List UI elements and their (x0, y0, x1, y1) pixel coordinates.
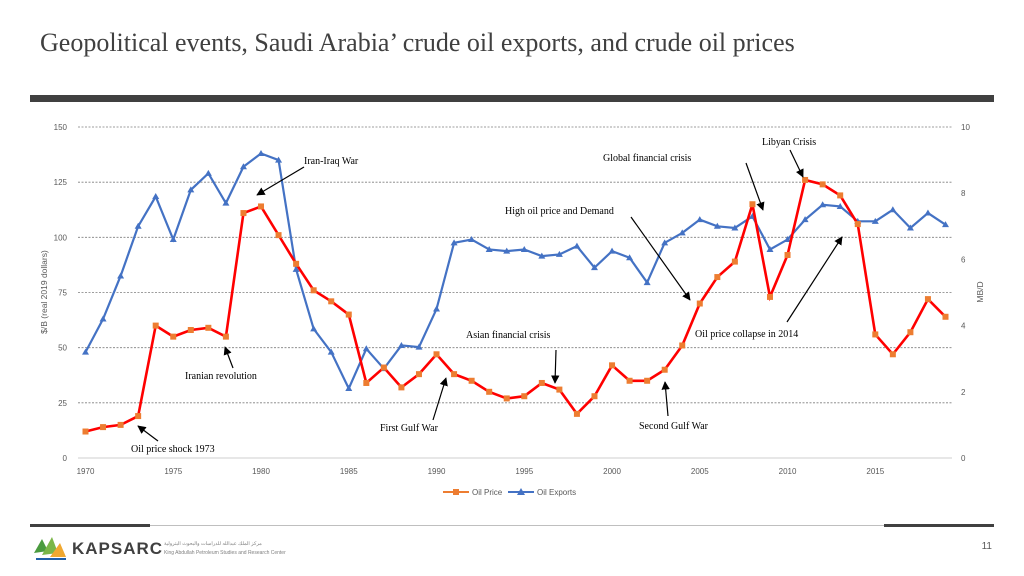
oil-price-point (539, 380, 545, 386)
slide-title: Geopolitical events, Saudi Arabia’ crude oil exports, and crude oil prices (40, 28, 795, 57)
y-tick-label: 100 (53, 233, 67, 243)
annotation-libyan-crisis: Libyan Crisis (762, 137, 817, 148)
oil-exports-point (433, 306, 440, 312)
oil-exports-point (310, 325, 317, 331)
x-tick-label: 1980 (252, 467, 270, 476)
oil-price-point (609, 362, 615, 368)
page-number: 11 (981, 541, 992, 552)
x-tick-label: 1990 (427, 467, 446, 476)
arrow-iranian-revolution (225, 347, 233, 368)
oil-exports-point (609, 248, 616, 254)
oil-price-point (170, 334, 176, 340)
annotation-oil-price-collapse-2014: Oil price collapse in 2014 (695, 329, 799, 340)
oil-price-point (556, 387, 562, 393)
oil-exports-point (696, 216, 703, 222)
annotation-global-financial-crisis: Global financial crisis (603, 153, 692, 164)
oil-price-point (486, 389, 492, 395)
y-tick-label: 50 (58, 343, 67, 353)
oil-exports-point (363, 345, 370, 351)
arrow-oil-price-collapse (787, 237, 842, 322)
oil-price-point (258, 203, 264, 209)
y-tick-label: 25 (58, 398, 67, 408)
arrow-first-gulf-war (433, 378, 446, 420)
legend-oil-exports: Oil Exports (537, 488, 577, 497)
oil-exports-point (152, 193, 159, 199)
oil-exports-line (86, 153, 946, 388)
oil-price-point (907, 329, 913, 335)
y2-tick-label: 4 (961, 321, 966, 331)
oil-price-point (925, 296, 931, 302)
oil-exports-point (117, 272, 124, 278)
oil-price-point (837, 192, 843, 198)
x-axis-ticks (77, 467, 885, 476)
legend-oil-price-marker (453, 489, 459, 495)
oil-price-point (188, 327, 194, 333)
annotation-first-gulf-war: First Gulf War (380, 423, 438, 434)
annotation-iran-iraq-war: Iran-Iraq War (304, 156, 359, 167)
oil-price-point (504, 395, 510, 401)
oil-price-point (223, 334, 229, 340)
oil-price-point (697, 301, 703, 307)
series-oil-exports (82, 150, 949, 391)
x-tick-label: 1995 (515, 467, 534, 476)
oil-price-point (890, 351, 896, 357)
oil-price-point (346, 312, 352, 318)
annotation-second-gulf-war: Second Gulf War (639, 421, 708, 432)
legend-oil-price: Oil Price (472, 488, 503, 497)
oil-price-point (574, 411, 580, 417)
oil-price-point (205, 325, 211, 331)
oil-price-point (521, 393, 527, 399)
kapsarc-logo-icon (32, 533, 68, 563)
oil-price-point (872, 331, 878, 337)
annotation-iranian-revolution: Iranian revolution (185, 371, 257, 382)
y-tick-label: 0 (62, 454, 67, 463)
arrow-second-gulf-war (665, 382, 668, 416)
y-tick-label: 75 (58, 288, 67, 298)
left-axis-ticks (54, 123, 68, 463)
oil-price-point (240, 210, 246, 216)
oil-price-point (732, 259, 738, 265)
y2-tick-label: 0 (961, 454, 966, 463)
oil-exports-point (889, 206, 896, 212)
oil-price-point (679, 342, 685, 348)
oil-price-point (662, 367, 668, 373)
y2-tick-label: 8 (961, 189, 966, 199)
oil-price-point (363, 380, 369, 386)
y2-tick-label: 2 (961, 387, 966, 397)
oil-price-point (451, 371, 457, 377)
annotation-asian-financial-crisis: Asian financial crisis (466, 330, 551, 341)
oil-price-point (118, 422, 124, 428)
arrow-oil-price-shock (138, 426, 158, 441)
oil-exports-point (573, 243, 580, 249)
x-tick-label: 2015 (866, 467, 885, 476)
oil-price-point (328, 298, 334, 304)
oil-exports-point (100, 315, 107, 321)
oil-price-line (86, 180, 946, 432)
y2-tick-label: 10 (961, 123, 970, 132)
oil-price-point (83, 429, 89, 435)
oil-price-point (749, 201, 755, 207)
oil-price-point (714, 274, 720, 280)
x-tick-label: 1975 (164, 467, 183, 476)
arrow-asian-financial-crisis (555, 350, 556, 383)
oil-price-point (100, 424, 106, 430)
oil-price-point (469, 378, 475, 384)
y-axis-label: $/B (real 2019 dollars) (39, 250, 49, 334)
annotation-oil-price-shock-1973: Oil price shock 1973 (131, 444, 215, 455)
oil-price-point (381, 365, 387, 371)
oil-price-point (802, 177, 808, 183)
oil-price-point (767, 294, 773, 300)
oil-price-point (398, 384, 404, 390)
x-tick-label: 1985 (339, 467, 358, 476)
y2-tick-label: 6 (961, 255, 966, 265)
x-tick-label: 2005 (690, 467, 709, 476)
oil-price-point (311, 287, 317, 293)
oil-price-point (591, 393, 597, 399)
arrow-libyan-crisis (790, 150, 803, 177)
oil-exports-point (205, 170, 212, 176)
oil-price-point (785, 252, 791, 258)
arrow-high-oil-price (631, 217, 690, 300)
y2-axis-label: MB/D (975, 281, 985, 303)
oil-price-point (855, 221, 861, 227)
annotations (131, 137, 842, 455)
oil-price-point (416, 371, 422, 377)
oil-price-point (820, 181, 826, 187)
y-tick-label: 125 (53, 178, 67, 188)
annotation-high-oil-price: High oil price and Demand (505, 206, 614, 217)
legend (443, 488, 576, 497)
oil-exports-point (258, 150, 265, 156)
right-axis-ticks (961, 123, 970, 463)
oil-price-point (293, 261, 299, 267)
logo-subtitle-ar: مركز الملك عبدالله للدراسات والبحوث البترولية (164, 541, 262, 547)
oil-price-point (153, 323, 159, 329)
x-tick-label: 2000 (603, 467, 621, 476)
oil-price-point (276, 232, 282, 238)
x-tick-label: 2010 (778, 467, 797, 476)
y-tick-label: 150 (53, 123, 67, 132)
oil-price-point (135, 413, 141, 419)
oil-price-point (644, 378, 650, 384)
logo-subtitle-en: King Abdullah Petroleum Studies and Research Center (164, 550, 286, 556)
logo-name: KAPSARC (72, 539, 164, 558)
oil-price-point (434, 351, 440, 357)
footer-divider (30, 525, 994, 526)
oil-exports-point (924, 210, 931, 216)
x-tick-label: 1970 (76, 467, 95, 476)
oil-price-point (943, 314, 949, 320)
kapsarc-logo (32, 533, 292, 565)
oil-price-point (627, 378, 633, 384)
